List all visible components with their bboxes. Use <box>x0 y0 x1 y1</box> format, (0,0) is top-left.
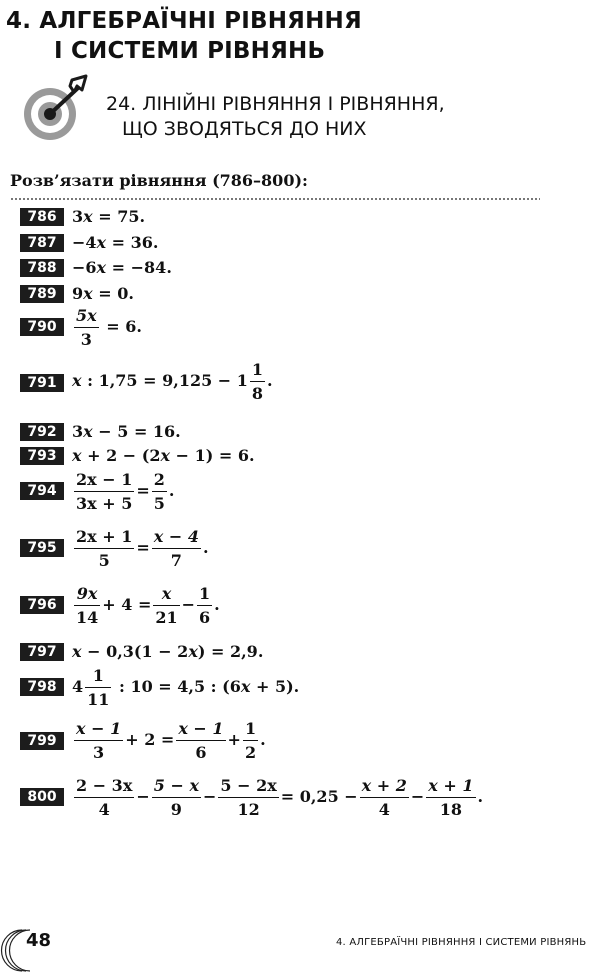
equation: 9x = 0. <box>72 284 134 303</box>
problem-number: 799 <box>20 732 64 750</box>
fraction: $\frac{x + 1}{18}$ <box>428 776 474 819</box>
problem-number: 794 <box>20 482 64 500</box>
section-title-line1: 24. ЛІНІЙНІ РІВНЯННЯ І РІВНЯННЯ, <box>106 93 445 115</box>
chapter-title <box>6 6 362 66</box>
equation: $\frac{2x - 1}{3x + 5}$ = $\frac{2}{5}$ . <box>76 470 175 513</box>
problem-number: 797 <box>20 643 64 661</box>
fraction: $\frac{x - 4}{7}$ <box>153 527 199 570</box>
fraction: $\frac{5 - x}{9}$ <box>153 776 199 819</box>
problem-number: 791 <box>20 374 64 392</box>
fraction: $\frac{1}{11}$ <box>87 666 110 709</box>
page-number: 48 <box>26 930 52 951</box>
section-title-line2: ЩО ЗВОДЯТЬСЯ ДО НИХ <box>122 118 367 140</box>
equation: −4x = 36. <box>72 233 159 252</box>
dotted-divider <box>10 197 540 201</box>
fraction: $\frac{1}{2}$ <box>244 719 257 762</box>
chapter-title-line2: І СИСТЕМИ РІВНЯНЬ <box>54 38 326 64</box>
problem-number: 793 <box>20 447 64 465</box>
equation: x − 0,3(1 − 2x) = 2,9. <box>72 642 264 661</box>
problem-number: 796 <box>20 596 64 614</box>
fraction: $\frac{2}{5}$ <box>153 470 165 513</box>
equation: $\frac{2 - 3x}{4}$ − $\frac{5 - x}{9}$ − $\frac{5 - 2x}{12}$ = 0,25 − $\frac{x + 2}{4}$ − $\frac{x + 1}{18}$ . <box>76 776 484 819</box>
fraction: $\frac{2 - 3x}{4}$ <box>76 776 133 819</box>
chapter-title-line1: 4. АЛГЕБРАЇЧНІ РІВНЯННЯ <box>6 8 362 34</box>
running-head: 4. АЛГЕБРАЇЧНІ РІВНЯННЯ І СИСТЕМИ РІВНЯНЬ <box>336 937 587 948</box>
equation: x : 1,75 = 9,125 − 1 $\frac{1}{8}$ . <box>72 360 273 403</box>
instruction: Розв’язати рівняння (786–800): <box>10 171 308 190</box>
fraction: $\frac{x}{21}$ <box>155 584 178 627</box>
equation: $\frac{9x}{14}$ + 4 = $\frac{x}{21}$ − $\frac{1}{6}$ . <box>76 584 220 627</box>
equation: x + 2 − (2x − 1) = 6. <box>72 446 255 465</box>
problem-number: 798 <box>20 678 64 696</box>
fraction: $\frac{1}{6}$ <box>199 584 211 627</box>
fraction: $\frac{x + 2}{4}$ <box>361 776 407 819</box>
fraction: $\frac{5 - 2x}{12}$ <box>220 776 277 819</box>
fraction: $\frac{x - 1}{3}$ <box>76 719 122 762</box>
equation: 3x − 5 = 16. <box>72 422 181 441</box>
fraction: $\frac{2x + 1}{5}$ <box>76 527 133 570</box>
equation: −6x = −84. <box>72 258 172 277</box>
equation: $\frac{x - 1}{3}$ + 2 = $\frac{x - 1}{6}$ + $\frac{1}{2}$ . <box>76 719 266 762</box>
problem-number: 800 <box>20 788 64 806</box>
equation: 4 $\frac{1}{11}$ : 10 = 4,5 : (6x + 5). <box>72 666 300 709</box>
fraction: $\frac{x - 1}{6}$ <box>178 719 224 762</box>
problem-number: 787 <box>20 234 64 252</box>
problem-number: 795 <box>20 539 64 557</box>
problem-number: 789 <box>20 285 64 303</box>
problem-number: 792 <box>20 423 64 441</box>
equation: $\frac{2x + 1}{5}$ = $\frac{x - 4}{7}$ . <box>76 527 209 570</box>
fraction: $\frac{5x}{3}$ <box>76 306 97 349</box>
fraction: $\frac{9x}{14}$ <box>76 584 99 627</box>
equation: 3x = 75. <box>72 207 146 226</box>
problem-number: 790 <box>20 318 64 336</box>
target-arrow-icon <box>20 74 96 144</box>
problem-number: 788 <box>20 259 64 277</box>
fraction: $\frac{1}{8}$ <box>251 360 264 403</box>
section-title <box>106 92 445 142</box>
fraction: $\frac{2x - 1}{3x + 5}$ <box>76 470 133 513</box>
problem-number: 786 <box>20 208 64 226</box>
equation: $\frac{5x}{3}$ = 6. <box>76 306 142 349</box>
